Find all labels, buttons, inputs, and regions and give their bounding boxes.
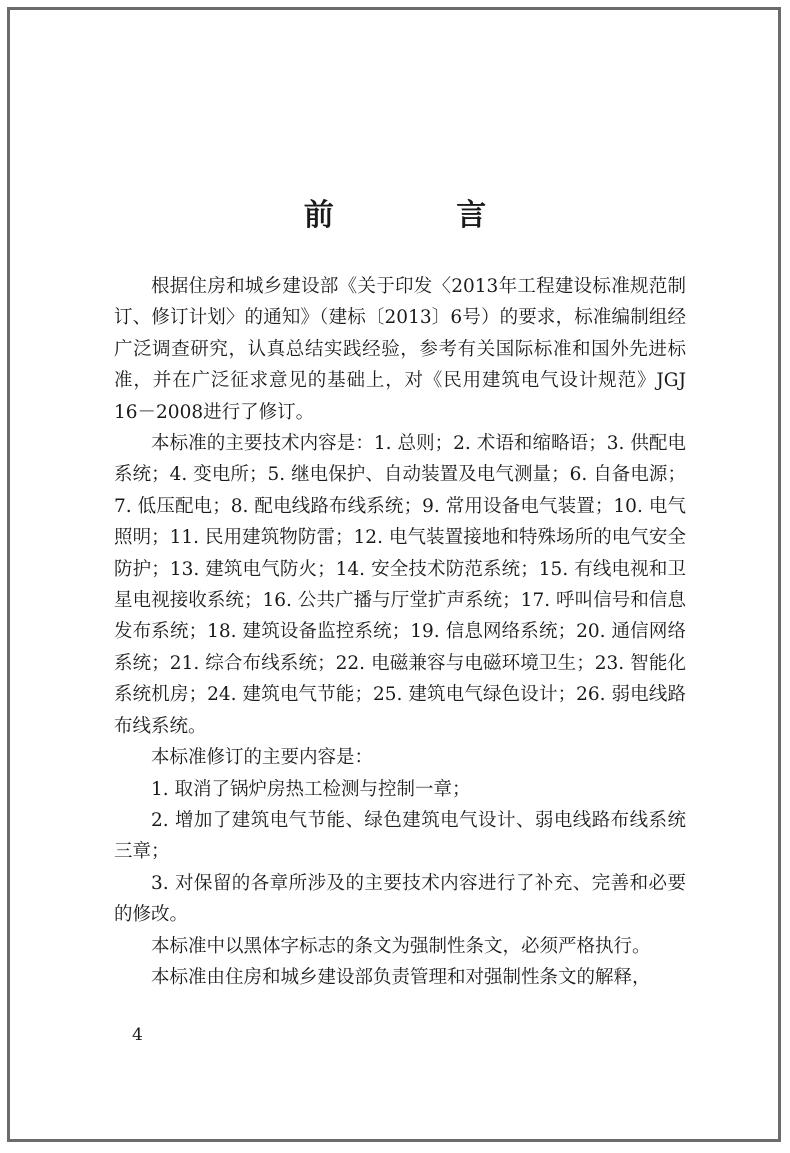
paragraph-main-contents: 本标准的主要技术内容是：1. 总则；2. 术语和缩略语；3. 供配电系统；4. 变电所；5. 继电保护、自动装置及电气测量；6. 自备电源；7. 低压配电；8. 配电线路布线系统；9. 常用设备电气装置；10. 电气照明；11. 民用建筑物防雷；12. 电气装置接地和特殊场所的电气安全防护；13. 建筑电气防火；14. 安全技术防范系统；15. 有线电视和卫星电视接收系统；16. 公共广播与厅堂扩声系统；17. 呼叫信号和信息发布系统；18. 建筑设备监控系统；19. 信息网络系统；20. 通信网络系统；21. 综合布线系统；22. 电磁兼容与电磁环境卫生；23. 智能化系统机房；24. 建筑电气节能；25. 建筑电气绿色设计；26. 弱电线路布线系统。 <box>114 433 686 737</box>
paragraph-revision-item-2: 2. 增加了建筑电气节能、绿色建筑电气设计、弱电线路布线系统三章； <box>114 809 686 863</box>
paragraph-mandatory-provisions: 本标准中以黑体字标志的条文为强制性条文，必须严格执行。 <box>151 935 651 957</box>
body-text <box>114 271 686 993</box>
paragraph-revision-item-1: 1. 取消了锅炉房热工检测与控制一章； <box>151 778 471 800</box>
paragraph-management: 本标准由住房和城乡建设部负责管理和对强制性条文的解释， <box>151 966 651 988</box>
page-title: 前 言 <box>303 198 543 233</box>
paragraph-revision-intro: 本标准修订的主要内容是： <box>151 747 374 769</box>
paragraph-revision-item-3: 3. 对保留的各章所涉及的主要技术内容进行了补充、完善和必要的修改。 <box>114 872 686 926</box>
paragraph-background: 根据住房和城乡建设部《关于印发〈2013年工程建设标准规范制订、修订计划〉的通知》（建标〔2013〕6号）的要求，标准编制组经广泛调查研究，认真总结实践经验，参考有关国际标准和国外先进标准，并在广泛征求意见的基础上，对《民用建筑电气设计规范》JGJ 16－2008进行了修订。 <box>114 276 686 423</box>
page-number: 4 <box>132 1025 143 1045</box>
